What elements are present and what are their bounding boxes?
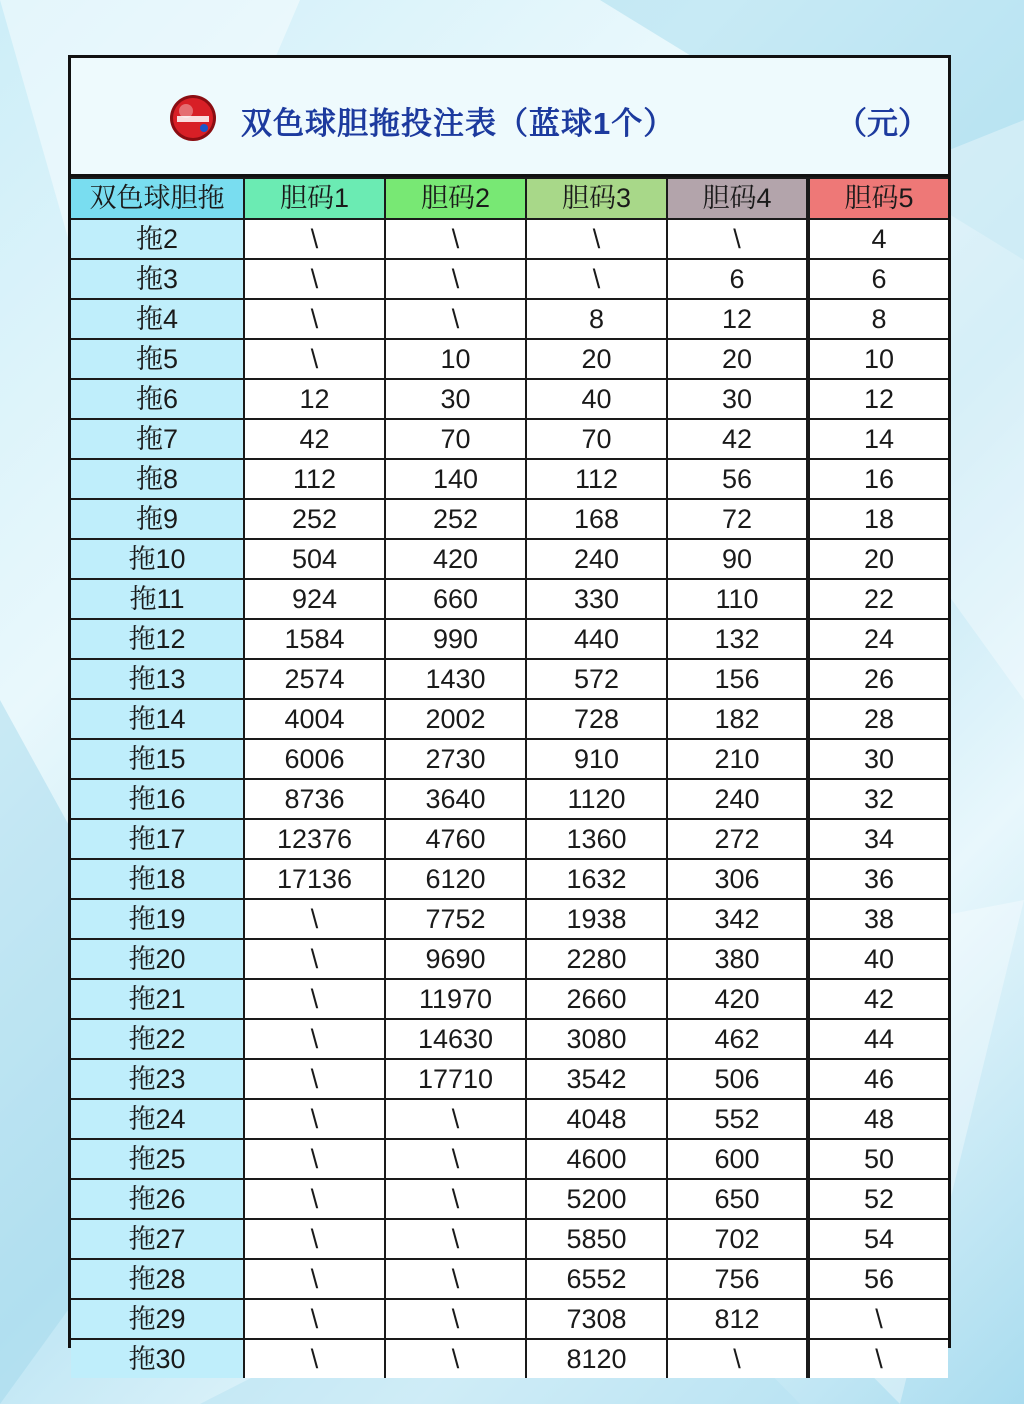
table-row: [71, 619, 948, 659]
table-cell: \: [244, 1259, 385, 1299]
table-cell: \: [385, 259, 526, 299]
table-cell: 12376: [244, 819, 385, 859]
table-cell: 17710: [385, 1059, 526, 1099]
row-label: 拖5: [71, 339, 244, 379]
table-row: [71, 1099, 948, 1139]
table-cell: 600: [667, 1139, 808, 1179]
table-row: [71, 1019, 948, 1059]
table-row: [71, 1299, 948, 1339]
row-label: 拖25: [71, 1139, 244, 1179]
row-label: 拖3: [71, 259, 244, 299]
table-row: [71, 939, 948, 979]
table-cell: 8736: [244, 779, 385, 819]
table-cell: 20: [808, 539, 948, 579]
table-cell: 20: [667, 339, 808, 379]
table-cell: 990: [385, 619, 526, 659]
table-cell: 20: [526, 339, 667, 379]
table-cell: \: [385, 1179, 526, 1219]
column-header-banker-1: 胆码1: [244, 178, 385, 219]
row-label: 拖24: [71, 1099, 244, 1139]
table-cell: 252: [244, 499, 385, 539]
table-row: [71, 859, 948, 899]
table-row: [71, 379, 948, 419]
table-row: [71, 579, 948, 619]
table-cell: 3542: [526, 1059, 667, 1099]
table-cell: 1632: [526, 859, 667, 899]
table-cell: 650: [667, 1179, 808, 1219]
table-cell: 5850: [526, 1219, 667, 1259]
table-cell: 140: [385, 459, 526, 499]
table-cell: 5200: [526, 1179, 667, 1219]
table-cell: 812: [667, 1299, 808, 1339]
column-header-banker-4: 胆码4: [667, 178, 808, 219]
table-cell: 182: [667, 699, 808, 739]
table-cell: 504: [244, 539, 385, 579]
table-cell: \: [244, 1059, 385, 1099]
table-cell: 36: [808, 859, 948, 899]
bet-table-sheet: [68, 55, 951, 1374]
row-label: 拖14: [71, 699, 244, 739]
table-row: [71, 259, 948, 299]
table-cell: 10: [385, 339, 526, 379]
table-cell: 10: [808, 339, 948, 379]
currency-unit: （元）: [836, 106, 929, 141]
table-cell: \: [244, 299, 385, 339]
table-cell: \: [808, 1339, 948, 1378]
table-row: [71, 459, 948, 499]
table-cell: 56: [808, 1259, 948, 1299]
table-cell: 34: [808, 819, 948, 859]
table-cell: 56: [667, 459, 808, 499]
table-cell: \: [526, 219, 667, 259]
table-cell: 380: [667, 939, 808, 979]
table-cell: 240: [667, 779, 808, 819]
table-cell: 30: [808, 739, 948, 779]
table-cell: 702: [667, 1219, 808, 1259]
table-cell: 40: [808, 939, 948, 979]
table-cell: 3080: [526, 1019, 667, 1059]
row-label: 拖30: [71, 1339, 244, 1378]
union-lotto-logo-icon: [169, 94, 217, 142]
table-cell: 4600: [526, 1139, 667, 1179]
table-header-row: [71, 178, 948, 219]
row-label: 拖7: [71, 419, 244, 459]
table-cell: \: [244, 1139, 385, 1179]
table-cell: 342: [667, 899, 808, 939]
table-cell: 46: [808, 1059, 948, 1099]
table-cell: \: [244, 1099, 385, 1139]
table-cell: \: [385, 219, 526, 259]
table-cell: 2574: [244, 659, 385, 699]
table-cell: 660: [385, 579, 526, 619]
table-cell: \: [808, 1299, 948, 1339]
table-cell: 24: [808, 619, 948, 659]
table-cell: 4760: [385, 819, 526, 859]
table-cell: 12: [808, 379, 948, 419]
table-cell: 42: [244, 419, 385, 459]
table-cell: 572: [526, 659, 667, 699]
table-row: [71, 419, 948, 459]
table-row: [71, 339, 948, 379]
table-cell: 26: [808, 659, 948, 699]
row-label: 拖2: [71, 219, 244, 259]
table-cell: 8: [526, 299, 667, 339]
table-cell: 110: [667, 579, 808, 619]
row-label: 拖17: [71, 819, 244, 859]
table-row: [71, 1219, 948, 1259]
row-label: 拖6: [71, 379, 244, 419]
table-cell: \: [244, 219, 385, 259]
table-cell: 14: [808, 419, 948, 459]
table-row: [71, 779, 948, 819]
table-cell: \: [244, 259, 385, 299]
table-cell: 28: [808, 699, 948, 739]
table-cell: 72: [667, 499, 808, 539]
column-header-banker-2: 胆码2: [385, 178, 526, 219]
table-cell: 240: [526, 539, 667, 579]
table-cell: 22: [808, 579, 948, 619]
table-cell: \: [244, 1179, 385, 1219]
table-cell: 420: [385, 539, 526, 579]
row-label: 拖20: [71, 939, 244, 979]
table-cell: 17136: [244, 859, 385, 899]
table-cell: 4004: [244, 699, 385, 739]
table-cell: 6006: [244, 739, 385, 779]
table-cell: 440: [526, 619, 667, 659]
table-row: [71, 1339, 948, 1378]
table-cell: \: [244, 939, 385, 979]
table-cell: 42: [808, 979, 948, 1019]
table-cell: \: [385, 1259, 526, 1299]
table-cell: 16: [808, 459, 948, 499]
table-cell: 252: [385, 499, 526, 539]
table-cell: 1360: [526, 819, 667, 859]
table-cell: 30: [667, 379, 808, 419]
row-label: 拖16: [71, 779, 244, 819]
table-row: [71, 219, 948, 259]
table-cell: 11970: [385, 979, 526, 1019]
table-cell: 506: [667, 1059, 808, 1099]
table-cell: \: [526, 259, 667, 299]
table-cell: 156: [667, 659, 808, 699]
table-row: [71, 1059, 948, 1099]
table-cell: 728: [526, 699, 667, 739]
row-label: 拖29: [71, 1299, 244, 1339]
table-cell: \: [244, 1339, 385, 1378]
table-cell: 756: [667, 1259, 808, 1299]
table-cell: 38: [808, 899, 948, 939]
table-cell: 8120: [526, 1339, 667, 1378]
table-cell: \: [244, 1019, 385, 1059]
table-cell: 42: [667, 419, 808, 459]
table-cell: \: [244, 979, 385, 1019]
table-cell: 330: [526, 579, 667, 619]
table-cell: 9690: [385, 939, 526, 979]
table-cell: 54: [808, 1219, 948, 1259]
row-label: 拖21: [71, 979, 244, 1019]
table-cell: 12: [667, 299, 808, 339]
row-label: 拖15: [71, 739, 244, 779]
row-label: 拖12: [71, 619, 244, 659]
table-cell: \: [667, 219, 808, 259]
table-cell: 112: [244, 459, 385, 499]
table-cell: 1584: [244, 619, 385, 659]
table-cell: 70: [526, 419, 667, 459]
row-label: 拖18: [71, 859, 244, 899]
table-cell: 910: [526, 739, 667, 779]
table-row: [71, 699, 948, 739]
table-cell: 6120: [385, 859, 526, 899]
row-label: 拖9: [71, 499, 244, 539]
column-header-banker-3: 胆码3: [526, 178, 667, 219]
table-cell: 70: [385, 419, 526, 459]
row-label: 拖19: [71, 899, 244, 939]
table-cell: 3640: [385, 779, 526, 819]
table-cell: 6: [667, 259, 808, 299]
table-row: [71, 979, 948, 1019]
row-label: 拖10: [71, 539, 244, 579]
row-label: 拖26: [71, 1179, 244, 1219]
table-cell: \: [385, 1219, 526, 1259]
table-cell: 30: [385, 379, 526, 419]
table-cell: 44: [808, 1019, 948, 1059]
table-cell: 2280: [526, 939, 667, 979]
table-cell: 2730: [385, 739, 526, 779]
table-cell: 552: [667, 1099, 808, 1139]
table-cell: 924: [244, 579, 385, 619]
table-cell: 14630: [385, 1019, 526, 1059]
table-row: [71, 739, 948, 779]
table-cell: 48: [808, 1099, 948, 1139]
table-cell: 272: [667, 819, 808, 859]
table-cell: 4: [808, 219, 948, 259]
table-cell: 6552: [526, 1259, 667, 1299]
table-cell: 6: [808, 259, 948, 299]
table-cell: 2002: [385, 699, 526, 739]
table-cell: 50: [808, 1139, 948, 1179]
table-cell: 1120: [526, 779, 667, 819]
table-cell: 420: [667, 979, 808, 1019]
table-cell: 2660: [526, 979, 667, 1019]
row-label: 拖8: [71, 459, 244, 499]
table-cell: 1430: [385, 659, 526, 699]
row-label: 拖13: [71, 659, 244, 699]
table-cell: \: [385, 1099, 526, 1139]
table-cell: \: [385, 1139, 526, 1179]
table-header-banner: [71, 58, 948, 177]
table-cell: 12: [244, 379, 385, 419]
table-cell: \: [244, 899, 385, 939]
table-cell: \: [244, 1219, 385, 1259]
row-label: 拖28: [71, 1259, 244, 1299]
table-row: [71, 539, 948, 579]
table-cell: 210: [667, 739, 808, 779]
table-cell: 4048: [526, 1099, 667, 1139]
column-header-drag: 双色球胆拖: [71, 178, 244, 219]
table-cell: 168: [526, 499, 667, 539]
table-cell: \: [385, 1339, 526, 1378]
table-row: [71, 499, 948, 539]
table-row: [71, 1139, 948, 1179]
bet-cost-table: [71, 177, 948, 1378]
table-cell: \: [385, 1299, 526, 1339]
table-cell: 40: [526, 379, 667, 419]
table-cell: 52: [808, 1179, 948, 1219]
table-cell: \: [667, 1339, 808, 1378]
table-cell: \: [244, 339, 385, 379]
row-label: 拖11: [71, 579, 244, 619]
table-row: [71, 899, 948, 939]
table-row: [71, 1259, 948, 1299]
table-row: [71, 659, 948, 699]
table-body: [71, 219, 948, 1378]
table-cell: 7308: [526, 1299, 667, 1339]
table-cell: 18: [808, 499, 948, 539]
column-header-banker-5: 胆码5: [808, 178, 948, 219]
table-row: [71, 299, 948, 339]
table-cell: 32: [808, 779, 948, 819]
table-cell: 132: [667, 619, 808, 659]
page-title: 双色球胆拖投注表（蓝球1个）: [241, 106, 676, 141]
table-row: [71, 1179, 948, 1219]
table-row: [71, 819, 948, 859]
table-cell: 8: [808, 299, 948, 339]
table-cell: 462: [667, 1019, 808, 1059]
table-cell: \: [244, 1299, 385, 1339]
table-cell: 1938: [526, 899, 667, 939]
row-label: 拖22: [71, 1019, 244, 1059]
row-label: 拖4: [71, 299, 244, 339]
table-cell: 306: [667, 859, 808, 899]
table-cell: \: [385, 299, 526, 339]
table-cell: 7752: [385, 899, 526, 939]
table-cell: 112: [526, 459, 667, 499]
row-label: 拖27: [71, 1219, 244, 1259]
table-cell: 90: [667, 539, 808, 579]
row-label: 拖23: [71, 1059, 244, 1099]
